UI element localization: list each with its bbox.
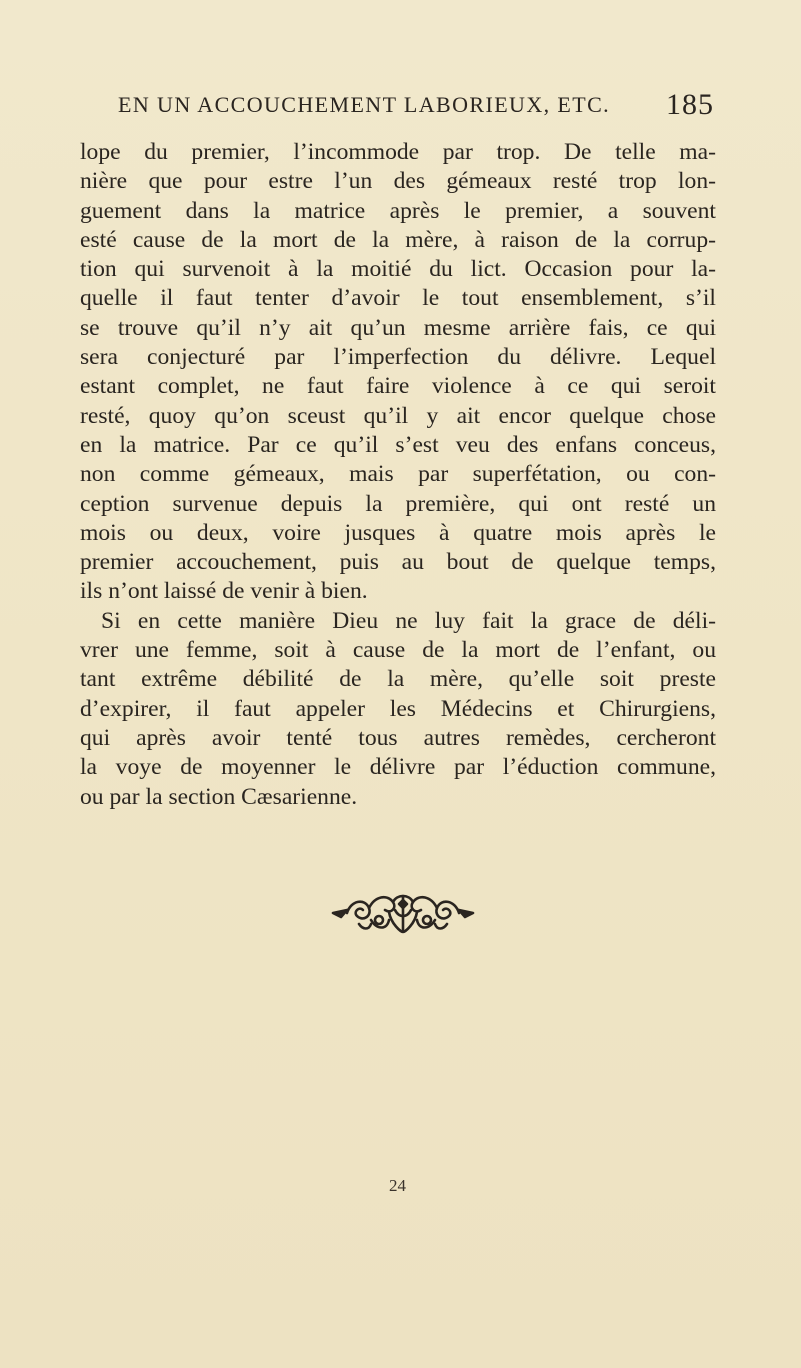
text-line: lope du premier, l’incommode par trop. De telle ma- xyxy=(80,139,716,165)
text-line: non comme gémeaux, mais par superfétation, ou con- xyxy=(80,461,716,488)
folio-number: 185 xyxy=(666,88,714,121)
text-line: d’expirer, il faut appeler les Médecins et Chirurgiens, xyxy=(80,695,716,722)
text-line: esté cause de la mort de la mère, à raison de la corrup- xyxy=(80,226,716,253)
text-line: sera conjecturé par l’imperfection du délivre. Lequel xyxy=(80,344,716,371)
page-number: 24 xyxy=(389,1176,406,1195)
text-line: mois ou deux, voire jusques à quatre mois après le xyxy=(80,519,716,546)
text-line: estant complet, ne faut faire violence à ce qui seroit xyxy=(80,373,716,400)
text-line: tion qui survenoit à la moitié du lict. Occasion pour la- xyxy=(80,256,716,283)
tailpiece-ornament-icon xyxy=(329,890,477,934)
text-line-paragraph-start: Si en cette manière Dieu ne luy fait la grace de déli- xyxy=(101,607,716,634)
text-line: en la matrice. Par ce qu’il s’est veu des enfans conceus, xyxy=(80,431,716,458)
text-line: quelle il faut tenter d’avoir le tout ensemblement, s’il xyxy=(80,285,716,312)
running-title: EN UN ACCOUCHEMENT LABORIEUX, ETC. xyxy=(118,92,611,117)
text-line: la voye de moyenner le délivre par l’éduction commune, xyxy=(80,754,716,781)
text-line: ou par la section Cæsarienne. xyxy=(80,783,358,810)
text-line: nière que pour estre l’un des gémeaux resté trop lon- xyxy=(80,168,716,195)
text-line: resté, quoy qu’on sceust qu’il y ait encor quelque chose xyxy=(80,402,716,429)
text-line: guement dans la matrice après le premier, a souvent xyxy=(80,197,716,224)
text-line: ception survenue depuis la première, qui ont resté un xyxy=(80,490,716,517)
text-line: ils n’ont laissé de venir à bien. xyxy=(80,578,368,605)
body-text xyxy=(80,138,716,812)
text-line: premier accouchement, puis au bout de quelque temps, xyxy=(80,549,716,576)
text-line: qui après avoir tenté tous autres remèdes, cercheront xyxy=(80,724,716,751)
text-line: tant extrême débilité de la mère, qu’elle soit preste xyxy=(80,666,716,693)
running-head xyxy=(118,88,714,132)
text-line: vrer une femme, soit à cause de la mort de l’enfant, ou xyxy=(80,637,716,664)
text-line: se trouve qu’il n’y ait qu’un mesme arrière fais, ce qui xyxy=(80,314,716,341)
